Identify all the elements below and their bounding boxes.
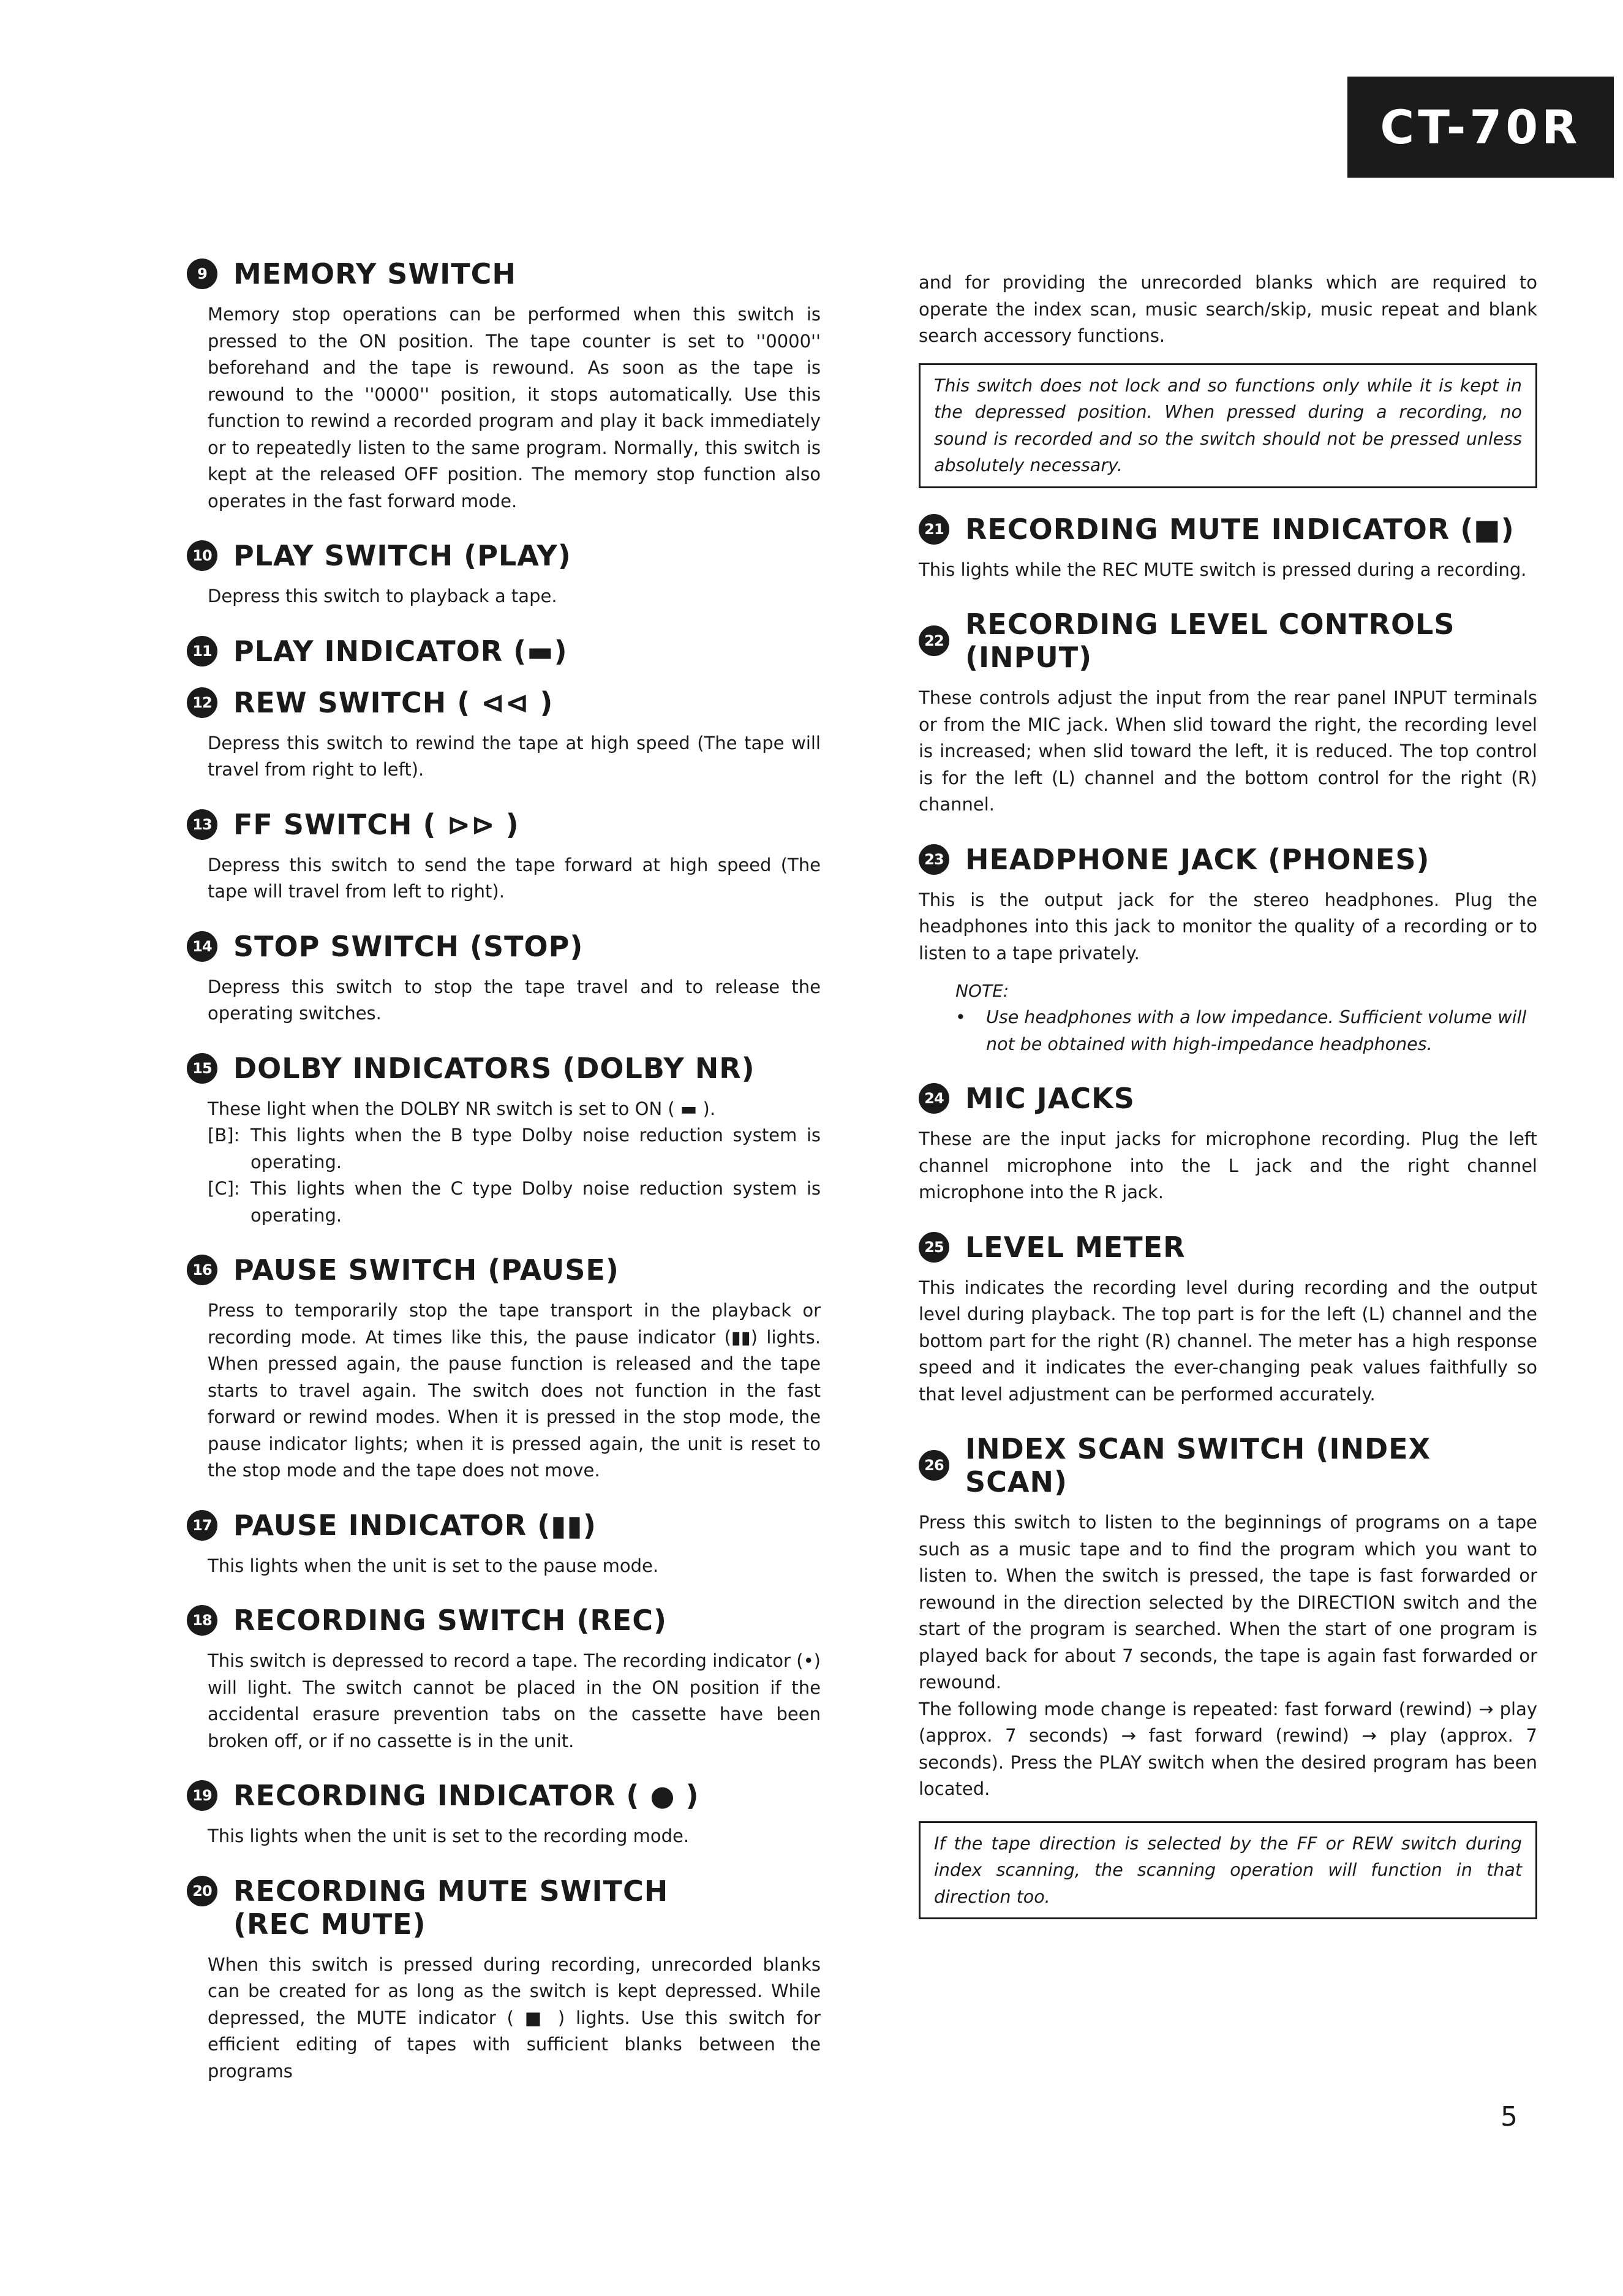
section-title: RECORDING INDICATOR ( ● ) — [233, 1779, 699, 1812]
section-body: Memory stop operations can be performed when this switch is pressed to the ON position. The tape counter is set to ''0000'' beforehand and the tape is rewound. As soon as the tape is rewound to the ''0000'' position, it stops automatically. Use this function to rewind a recorded program and play it back immediately or to repeatedly listen to the same program. Normally, this switch is kept at the released OFF position. The memory stop function also operates in the fast forward mode. — [208, 304, 821, 512]
section-number-badge: 21 — [919, 514, 949, 545]
section-number-badge: 18 — [187, 1605, 217, 1636]
section-stop-switch — [187, 930, 821, 1027]
section-title: DOLBY INDICATORS (DOLBY NR) — [233, 1051, 755, 1085]
note-text: Use headphones with a low impedance. Sufficient volume will not be obtained with high-impedance headphones. — [986, 1007, 1527, 1054]
section-title: PLAY INDICATOR (▬) — [233, 634, 568, 668]
section-number-badge: 22 — [919, 625, 949, 656]
section-recording-indicator — [187, 1779, 821, 1850]
section-number-badge: 9 — [187, 259, 217, 289]
section-body: These are the input jacks for microphone recording. Plug the left channel microphone into the L jack and the right channel microphone into the R jack. — [919, 1128, 1537, 1203]
section-title: RECORDING SWITCH (REC) — [233, 1604, 667, 1637]
section-number-badge: 25 — [919, 1232, 949, 1263]
model-badge: CT-70R — [1347, 77, 1614, 178]
section-rew-switch — [187, 686, 821, 784]
section-title: FF SWITCH ( ⊳⊳ ) — [233, 807, 519, 841]
section-play-switch — [187, 539, 821, 610]
left-column — [187, 257, 821, 2085]
section-pause-indicator — [187, 1509, 821, 1580]
section-title: HEADPHONE JACK (PHONES) — [965, 842, 1430, 876]
section-title: MEMORY SWITCH — [233, 257, 516, 290]
section-title: PAUSE INDICATOR (▮▮) — [233, 1508, 597, 1542]
right-column — [919, 270, 1537, 1919]
section-number-badge: 14 — [187, 931, 217, 962]
section-title: INDEX SCAN SWITCH (INDEX SCAN) — [965, 1432, 1431, 1498]
section-title: PAUSE SWITCH (PAUSE) — [233, 1253, 619, 1286]
section-body: Depress this switch to send the tape forward at high speed (The tape will travel from left to right). — [208, 854, 821, 902]
section-number-badge: 26 — [919, 1450, 949, 1481]
section-body: This indicates the recording level during recording and the output level during playback. The top part is for the left (L) channel and the bottom part for the right (R) channel. The meter has a high response speed and it indicates the ever-changing peak values faithfully so that level adjustment can be performed accurately. — [919, 1277, 1537, 1405]
section-body: These light when the DOLBY NR switch is set to ON ( ▬ ). — [208, 1098, 716, 1119]
section-title: RECORDING MUTE INDICATOR (■) — [965, 512, 1515, 546]
section-body: Depress this switch to playback a tape. — [208, 586, 557, 606]
dolby-type-list — [208, 1122, 821, 1229]
section-title: RECORDING LEVEL CONTROLS (INPUT) — [965, 608, 1455, 674]
section-number-badge: 12 — [187, 687, 217, 718]
section-title: STOP SWITCH (STOP) — [233, 929, 584, 963]
section-body: Press this switch to listen to the beginnings of programs on a tape such as a music tape and to find the program which you want to listen to. When the switch is pressed, the tape is fast forwarded or rewound in the direction selected by the DIRECTION switch and the start of the program is searched. When the start of one program is played back for about 7 seconds, the tape is again fast forwarded or rewound. — [919, 1512, 1537, 1693]
section-number-badge: 17 — [187, 1510, 217, 1541]
list-item: [C]: This lights when the C type Dolby noise reduction system is operating. — [208, 1178, 821, 1226]
section-number-badge: 13 — [187, 809, 217, 840]
section-ff-switch — [187, 808, 821, 905]
section-title: LEVEL METER — [965, 1230, 1186, 1264]
section-recording-mute-switch — [187, 1875, 821, 2085]
note-bullet — [955, 1004, 1537, 1057]
section-number-badge: 20 — [187, 1876, 217, 1906]
section-body: Depress this switch to rewind the tape at high speed (The tape will travel from right to left). — [208, 732, 821, 780]
section-body: Press to temporarily stop the tape transport in the playback or recording mode. At times like this, the pause indicator (▮▮) lights. When pressed again, the pause function is released and the tape starts to travel again. The switch does not function in the fast forward or rewind modes. When it is pressed in the stop mode, the pause indicator lights; when it is pressed again, the unit is reset to the stop mode and the tape does not move. — [208, 1300, 821, 1481]
section-body: Depress this switch to stop the tape travel and to release the operating switches. — [208, 976, 821, 1024]
section-body: This lights while the REC MUTE switch is pressed during a recording. — [919, 559, 1527, 580]
section-number-badge: 15 — [187, 1053, 217, 1084]
section-play-indicator — [187, 635, 821, 668]
section-number-badge: 24 — [919, 1083, 949, 1114]
section-title: RECORDING MUTE SWITCH (REC MUTE) — [233, 1874, 669, 1941]
section-number-badge: 19 — [187, 1780, 217, 1811]
section-mic-jacks — [919, 1082, 1537, 1206]
section-pause-switch — [187, 1253, 821, 1484]
note-box: If the tape direction is selected by the FF or REW switch during index scanning, the scanning operation will function in that direction too. — [919, 1821, 1537, 1920]
section-headphone-jack — [919, 843, 1537, 1058]
note-label: NOTE: — [955, 981, 1009, 1001]
section-body: This lights when the unit is set to the pause mode. — [208, 1555, 659, 1576]
section-body: This is the output jack for the stereo headphones. Plug the headphones into this jack to monitor the quality of a recording or to listen to a tape privately. — [919, 889, 1537, 964]
section-title: MIC JACKS — [965, 1082, 1135, 1115]
page-number: 5 — [1501, 2101, 1518, 2132]
section-recording-switch — [187, 1604, 821, 1754]
section-level-meter — [919, 1231, 1537, 1408]
section-number-badge: 16 — [187, 1255, 217, 1285]
section-title: PLAY SWITCH (PLAY) — [233, 539, 571, 572]
section-body: When this switch is pressed during recording, unrecorded blanks can be created for as long as the switch is kept depressed. While depressed, the MUTE indicator ( ■ ) lights. Use this switch for efficient editing of tapes with sufficient blanks between the programs — [208, 1954, 821, 2082]
list-item: [B]: This lights when the B type Dolby noise reduction system is operating. — [208, 1125, 821, 1173]
section-memory-switch — [187, 257, 821, 515]
caution-box: This switch does not lock and so functions only while it is kept in the depressed position. When pressed during a recording, no sound is recorded and so the switch should not be pressed unless absolutely necessary. — [919, 363, 1537, 488]
bullet-icon: • — [955, 1007, 966, 1027]
section-number-badge: 23 — [919, 844, 949, 875]
section-body: This lights when the unit is set to the recording mode. — [208, 1826, 690, 1846]
section-number-badge: 10 — [187, 540, 217, 571]
section-body: These controls adjust the input from the rear panel INPUT terminals or from the MIC jack. When slid toward the right, the recording level is increased; when slid toward the left, it is reduced. The top control is for the left (L) channel and the bottom control for the right (R) channel. — [919, 687, 1537, 815]
section-body-continued: The following mode change is repeated: fast forward (rewind) → play (approx. 7 seconds) → fast forward (rewind) → play (approx. 7 seconds). Press the PLAY switch when the desired program has been located. — [919, 1698, 1537, 1799]
section-number-badge: 11 — [187, 636, 217, 667]
section-recording-mute-indicator — [919, 513, 1537, 584]
section-body: This switch is depressed to record a tape. The recording indicator (•) will light. The switch cannot be placed in the ON position if the accidental erasure prevention tabs on the cassette have been broken off, or if no cassette is in the unit. — [208, 1650, 821, 1751]
section-dolby-indicators — [187, 1052, 821, 1229]
section-index-scan-switch — [919, 1432, 1537, 1803]
section-title: REW SWITCH ( ⊲⊲ ) — [233, 685, 554, 719]
section-recording-level-controls — [919, 608, 1537, 818]
continuation-text: and for providing the unrecorded blanks which are required to operate the index scan, music search/skip, music repeat and blank search accessory functions. — [919, 272, 1537, 346]
